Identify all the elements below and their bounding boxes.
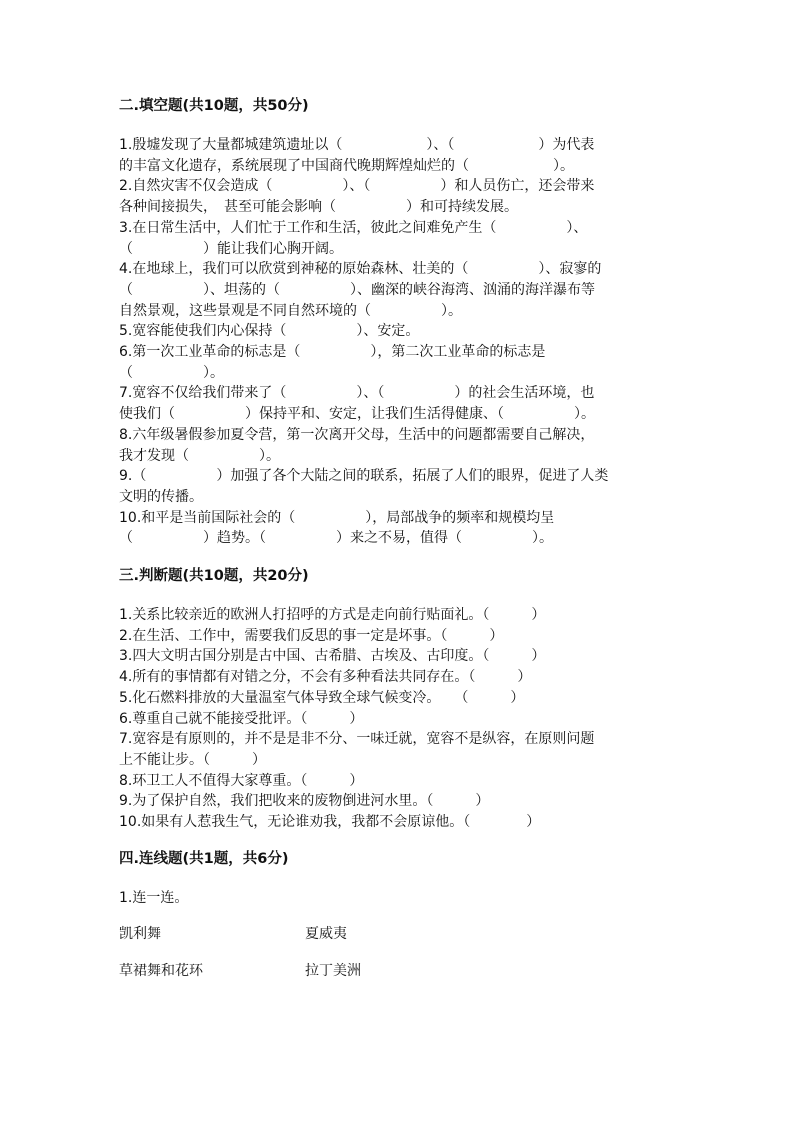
match-right-item: 拉丁美洲 <box>305 962 361 979</box>
section-title: 三.判断题(共10题，共20分) <box>119 568 309 585</box>
question-item: 2.在生活、工作中，需要我们反思的事一定是坏事。（ ） <box>119 627 504 644</box>
question-item: 2.自然灾害不仅会造成（ ）、（ ）和人员伤亡，还会带来 各种间接损失， 甚至可能会影响（ ）和可持续发展。 <box>119 178 595 216</box>
fill-blank-section <box>119 96 679 549</box>
question-item: 1.殷墟发现了大量都城建筑遗址以（ ）、（ ）为代表 的丰富文化遗存，系统展现了中国商代晚期辉煌灿烂的（ ）。 <box>119 137 595 174</box>
question-item: 7.宽容不仅给我们带来了（ ）、（ ）的社会生活环境，也 使我们（ ）保持平和、安定，让我们生活得健康、（ ）。 <box>119 385 595 423</box>
question-item: 6.第一次工业革命的标志是（ ），第二次工业革命的标志是 （ ）。 <box>119 344 546 381</box>
question-item: 8.环卫工人不值得大家尊重。（ ） <box>119 772 364 789</box>
question-list <box>119 605 679 833</box>
match-right-item: 夏威夷 <box>305 925 347 942</box>
exam-page <box>119 96 679 982</box>
question-item: 1.关系比较亲近的欧洲人打招呼的方式是走向前行贴面礼。（ ） <box>119 607 546 624</box>
question-item: 8.六年级暑假参加夏令营，第一次离开父母，生活中的问题都需要自己解决， 我才发现（ ）。 <box>119 426 595 464</box>
question-item: 4.在地球上，我们可以欣赏到神秘的原始森林、壮美的（ ）、寂寥的 （ ）、坦荡的（ ）、幽深的峡谷海湾、汹涌的海洋瀑布等 自然景观，这些景观是不同自然环境的（ ）。 <box>119 261 602 319</box>
question-item: 7.宽容是有原则的，并不是是非不分、一味迁就，宽容不是纵容，在原则问题 上不能让步。（ ） <box>119 731 595 768</box>
matching-section <box>119 849 679 982</box>
match-left-item: 凯利舞 <box>119 925 161 942</box>
match-left-item: 草裙舞和花环 <box>119 962 203 979</box>
section-title: 四.连线题(共1题，共6分) <box>119 850 289 867</box>
question-item: 3.四大文明古国分别是古中国、古希腊、古埃及、古印度。（ ） <box>119 648 546 665</box>
question-item: 4.所有的事情都有对错之分，不会有多种看法共同存在。（ ） <box>119 669 532 686</box>
question-item: 9.为了保护自然，我们把收来的废物倒进河水里。（ ） <box>119 793 490 810</box>
true-false-section <box>119 566 679 833</box>
question-item: 3.在日常生活中，人们忙于工作和生活，彼此之间难免产生（ ）、 （ ）能让我们心胸开阔。 <box>119 219 588 257</box>
question-item: 6.尊重自己就不能接受批评。（ ） <box>119 710 364 727</box>
question-item: 5.宽容能使我们内心保持（ ）、安定。 <box>119 323 420 340</box>
question-list <box>119 135 679 549</box>
question-item: 10.和平是当前国际社会的（ ），局部战争的频率和规模均呈 （ ）趋势。（ ）来之不易，值得（ ）。 <box>119 509 555 547</box>
section-title: 二.填空题(共10题，共50分) <box>119 98 309 114</box>
match-row <box>119 924 679 945</box>
question-item: 10.如果有人惹我生气，无论谁劝我，我都不会原谅他。（ ） <box>119 814 541 831</box>
question-item: 1.连一连。 <box>119 889 189 906</box>
question-item: 5.化石燃料排放的大量温室气体导致全球气候变冷。 （ ） <box>119 689 525 706</box>
question-item: 9.（ ）加强了各个大陆之间的联系，拓展了人们的眼界，促进了人类 文明的传播。 <box>119 468 609 505</box>
match-row <box>119 961 679 982</box>
